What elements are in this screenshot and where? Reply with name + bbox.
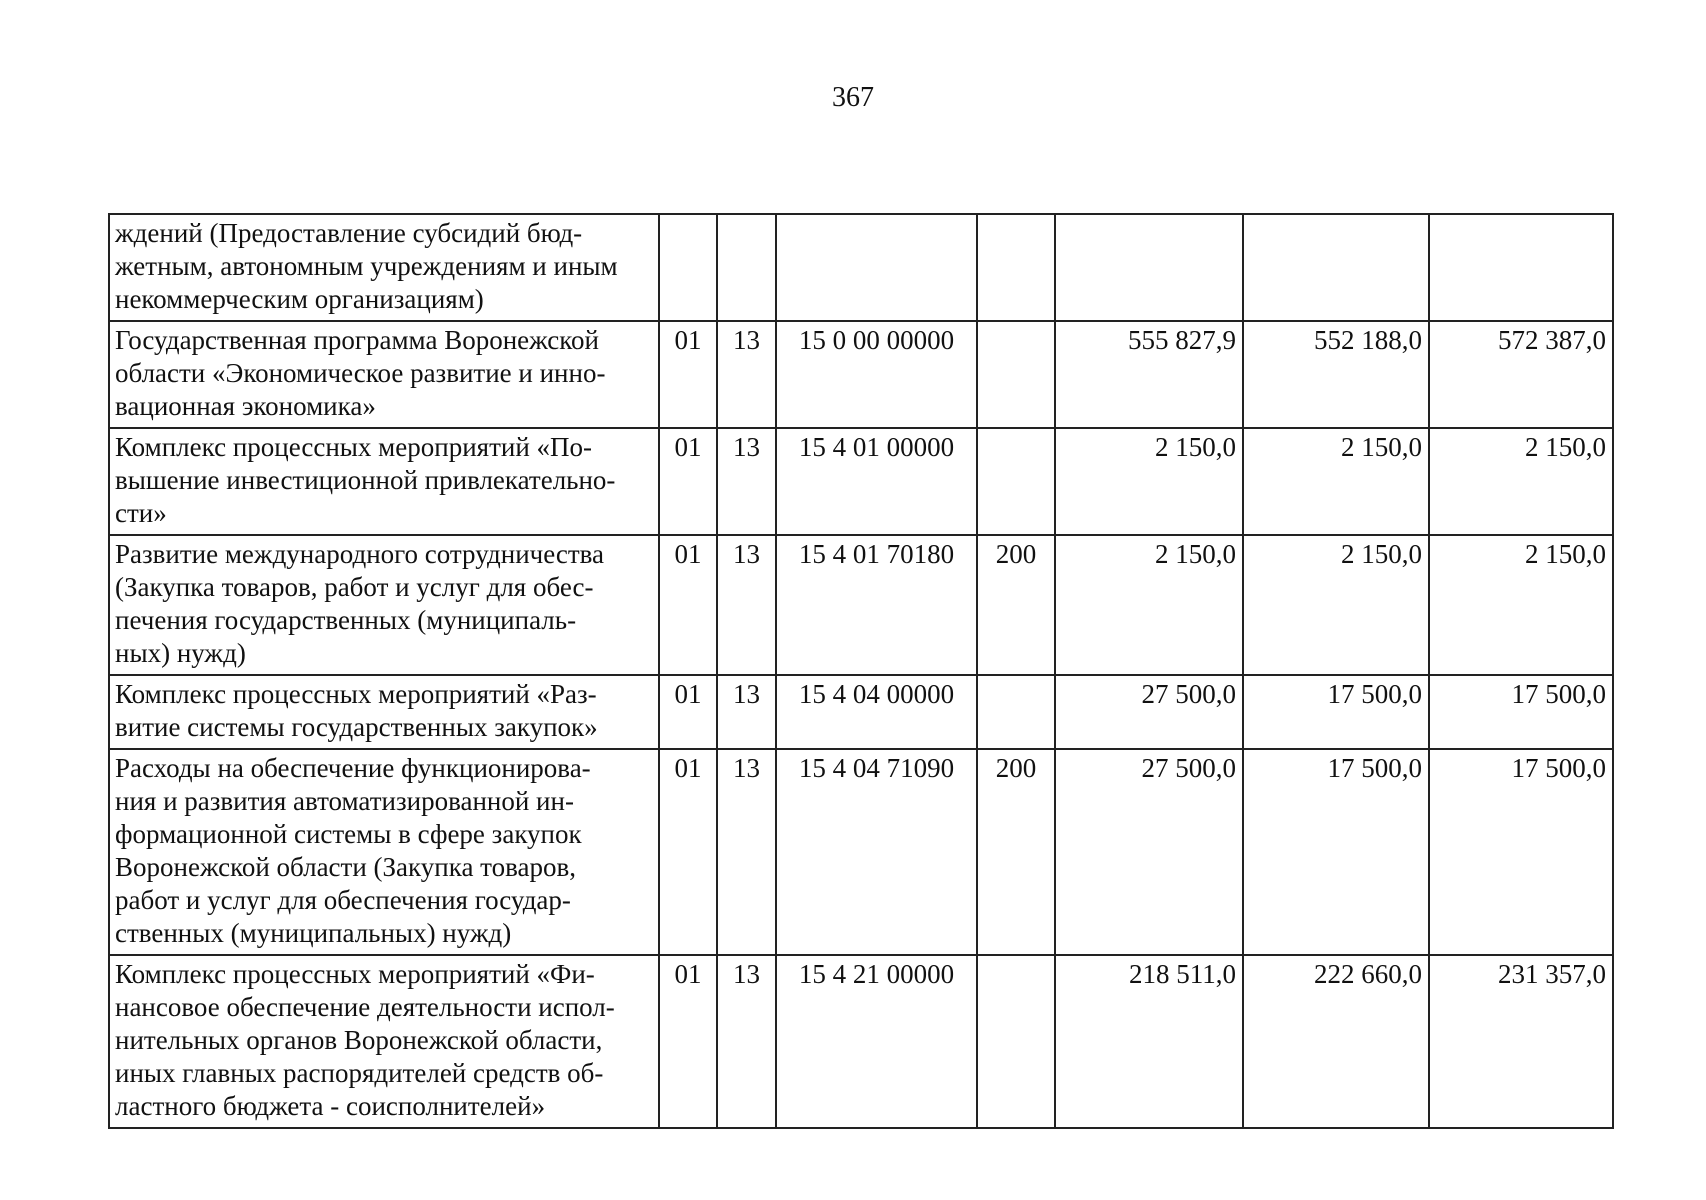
table-body [109,214,1613,1128]
amount-year-3-cell: 2 150,0 [1429,535,1613,675]
target-article-cell: 15 4 04 00000 [776,675,977,749]
amount-year-1-cell: 555 827,9 [1055,321,1243,428]
description-line: вышение инвестиционной привлекательно- [115,465,616,495]
amount-year-2-cell: 552 188,0 [1243,321,1429,428]
subsection-cell: 13 [717,535,776,675]
description-line: сти» [115,498,167,528]
section-cell: 01 [659,675,717,749]
subsection-cell: 13 [717,675,776,749]
description-line: Комплекс процессных мероприятий «По- [115,432,593,462]
description-cell [109,675,659,749]
description-line: работ и услуг для обеспечения государ- [115,885,571,915]
description-line: нительных органов Воронежской области, [115,1025,603,1055]
description-line: ственных (муниципальных) нужд) [115,918,512,948]
description-line: Воронежской области (Закупка товаров, [115,852,576,882]
description-line: Комплекс процессных мероприятий «Фи- [115,959,595,989]
amount-year-3-cell: 17 500,0 [1429,675,1613,749]
description-line: вационная экономика» [115,391,376,421]
target-article-cell: 15 4 04 71090 [776,749,977,955]
description-line: ния и развития автоматизированной ин- [115,786,574,816]
expense-type-cell: 200 [977,749,1055,955]
description-line: Государственная программа Воронежской [115,325,599,355]
section-cell: 01 [659,428,717,535]
amount-year-3-cell: 231 357,0 [1429,955,1613,1128]
section-cell: 01 [659,535,717,675]
amount-year-1-cell: 27 500,0 [1055,749,1243,955]
amount-year-1-cell [1055,214,1243,321]
amount-year-1-cell: 218 511,0 [1055,955,1243,1128]
description-line: иных главных распорядителей средств об- [115,1058,604,1088]
budget-table [108,213,1614,1129]
section-cell: 01 [659,749,717,955]
subsection-cell: 13 [717,955,776,1128]
amount-year-3-cell: 572 387,0 [1429,321,1613,428]
table-row [109,321,1613,428]
description-cell [109,535,659,675]
expense-type-cell [977,321,1055,428]
amount-year-1-cell: 27 500,0 [1055,675,1243,749]
expense-type-cell [977,214,1055,321]
amount-year-2-cell: 17 500,0 [1243,675,1429,749]
amount-year-2-cell: 222 660,0 [1243,955,1429,1128]
amount-year-3-cell [1429,214,1613,321]
amount-year-2-cell: 2 150,0 [1243,428,1429,535]
subsection-cell: 13 [717,749,776,955]
amount-year-2-cell: 17 500,0 [1243,749,1429,955]
table-row [109,675,1613,749]
amount-year-2-cell: 2 150,0 [1243,535,1429,675]
table-row [109,955,1613,1128]
target-article-cell [776,214,977,321]
subsection-cell [717,214,776,321]
target-article-cell: 15 4 01 70180 [776,535,977,675]
description-line: жетным, автономным учреждениям и иным [115,251,618,281]
description-line: Расходы на обеспечение функционирова- [115,753,591,783]
description-cell [109,321,659,428]
target-article-cell: 15 4 01 00000 [776,428,977,535]
description-line: ждений (Предоставление субсидий бюд- [115,218,583,248]
description-line: ных) нужд) [115,638,246,668]
section-cell [659,214,717,321]
description-line: формационной системы в сфере закупок [115,819,582,849]
expense-type-cell: 200 [977,535,1055,675]
subsection-cell: 13 [717,428,776,535]
amount-year-3-cell: 17 500,0 [1429,749,1613,955]
expense-type-cell [977,955,1055,1128]
description-cell [109,428,659,535]
description-line: некоммерческим организациям) [115,284,484,314]
description-line: витие системы государственных закупок» [115,712,598,742]
amount-year-2-cell [1243,214,1429,321]
section-cell: 01 [659,321,717,428]
target-article-cell: 15 4 21 00000 [776,955,977,1128]
description-line: печения государственных (муниципаль- [115,605,577,635]
description-cell [109,214,659,321]
subsection-cell: 13 [717,321,776,428]
description-line: ластного бюджета - соисполнителей» [115,1091,546,1121]
table-row [109,535,1613,675]
table-row [109,214,1613,321]
description-line: Комплекс процессных мероприятий «Раз- [115,679,597,709]
section-cell: 01 [659,955,717,1128]
description-line: области «Экономическое развитие и инно- [115,358,606,388]
description-cell [109,749,659,955]
expense-type-cell [977,675,1055,749]
page-number: 367 [832,82,874,113]
expense-type-cell [977,428,1055,535]
amount-year-1-cell: 2 150,0 [1055,535,1243,675]
description-line: нансовое обеспечение деятельности испол- [115,992,615,1022]
amount-year-1-cell: 2 150,0 [1055,428,1243,535]
description-cell [109,955,659,1128]
table-row [109,428,1613,535]
table-row [109,749,1613,955]
description-line: Развитие международного сотрудничества [115,539,605,569]
description-line: (Закупка товаров, работ и услуг для обес- [115,572,594,602]
amount-year-3-cell: 2 150,0 [1429,428,1613,535]
target-article-cell: 15 0 00 00000 [776,321,977,428]
